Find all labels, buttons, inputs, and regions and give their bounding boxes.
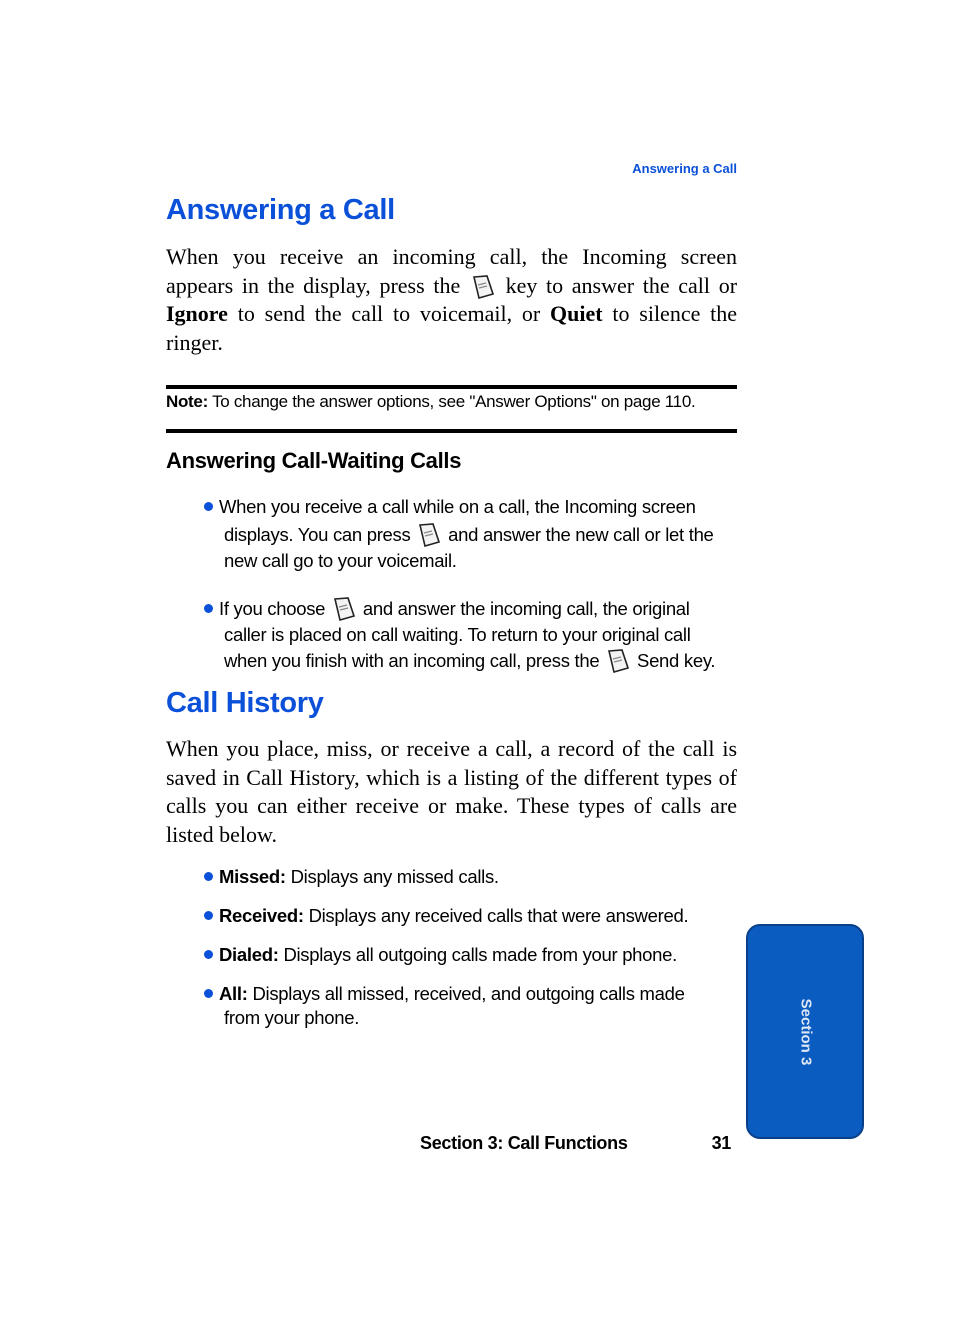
note-text: To change the answer options, see "Answer Options" on page 110. [212, 392, 696, 411]
note-label: Note: [166, 392, 208, 411]
call-history-paragraph: When you place, miss, or receive a call, a record of the call is saved in Call History, which is a listing of the different types of calls you can either receive or make. These types of calls are listed below. [166, 736, 737, 847]
footer-section: Section 3: Call Functions [420, 1133, 628, 1153]
list-item: Received: Displays any received calls that were answered. [204, 903, 744, 929]
bullet-dot [204, 911, 213, 920]
bullet-dot [204, 604, 213, 613]
note-rule-top [166, 385, 737, 389]
bullet-dot [204, 989, 213, 998]
list-item: All: Displays all missed, received, and outgoing calls made from your phone. [204, 981, 744, 1029]
bullet-dot [204, 950, 213, 959]
bullet-dot [204, 872, 213, 881]
running-head: Answering a Call [632, 161, 737, 176]
subsection-title: Answering Call-Waiting Calls [166, 448, 462, 473]
list-item: Missed: Displays any missed calls. [204, 864, 744, 890]
send-key-icon [471, 274, 495, 300]
list-item: When you receive a call while on a call, the Incoming screen displays. You can press and answer the new call or let the new call go to your voicemail. [204, 494, 744, 574]
note-rule-bottom [166, 429, 737, 433]
page-number: 31 [711, 1133, 731, 1153]
note [166, 392, 737, 412]
section-tab-label: Section 3 [797, 998, 815, 1066]
send-key-icon [332, 596, 356, 622]
section-title-answering: Answering a Call [166, 194, 395, 226]
answering-paragraph: When you receive an incoming call, the Incoming screen appears in the display, press the key to answer the call or Ignore to send the call to voicemail, or Quiet to silence the ringer. [166, 244, 738, 355]
bullet-dot [204, 502, 213, 511]
list-item: If you choose and answer the incoming call, the original caller is placed on call waiting. To return to your original call when you finish with an incoming call, press the Send key. [204, 596, 744, 674]
list-item: Dialed: Displays all outgoing calls made from your phone. [204, 942, 744, 968]
send-key-icon [606, 648, 630, 674]
section-title-call-history: Call History [166, 687, 324, 719]
page-footer [420, 1133, 731, 1154]
send-key-icon [417, 522, 441, 548]
